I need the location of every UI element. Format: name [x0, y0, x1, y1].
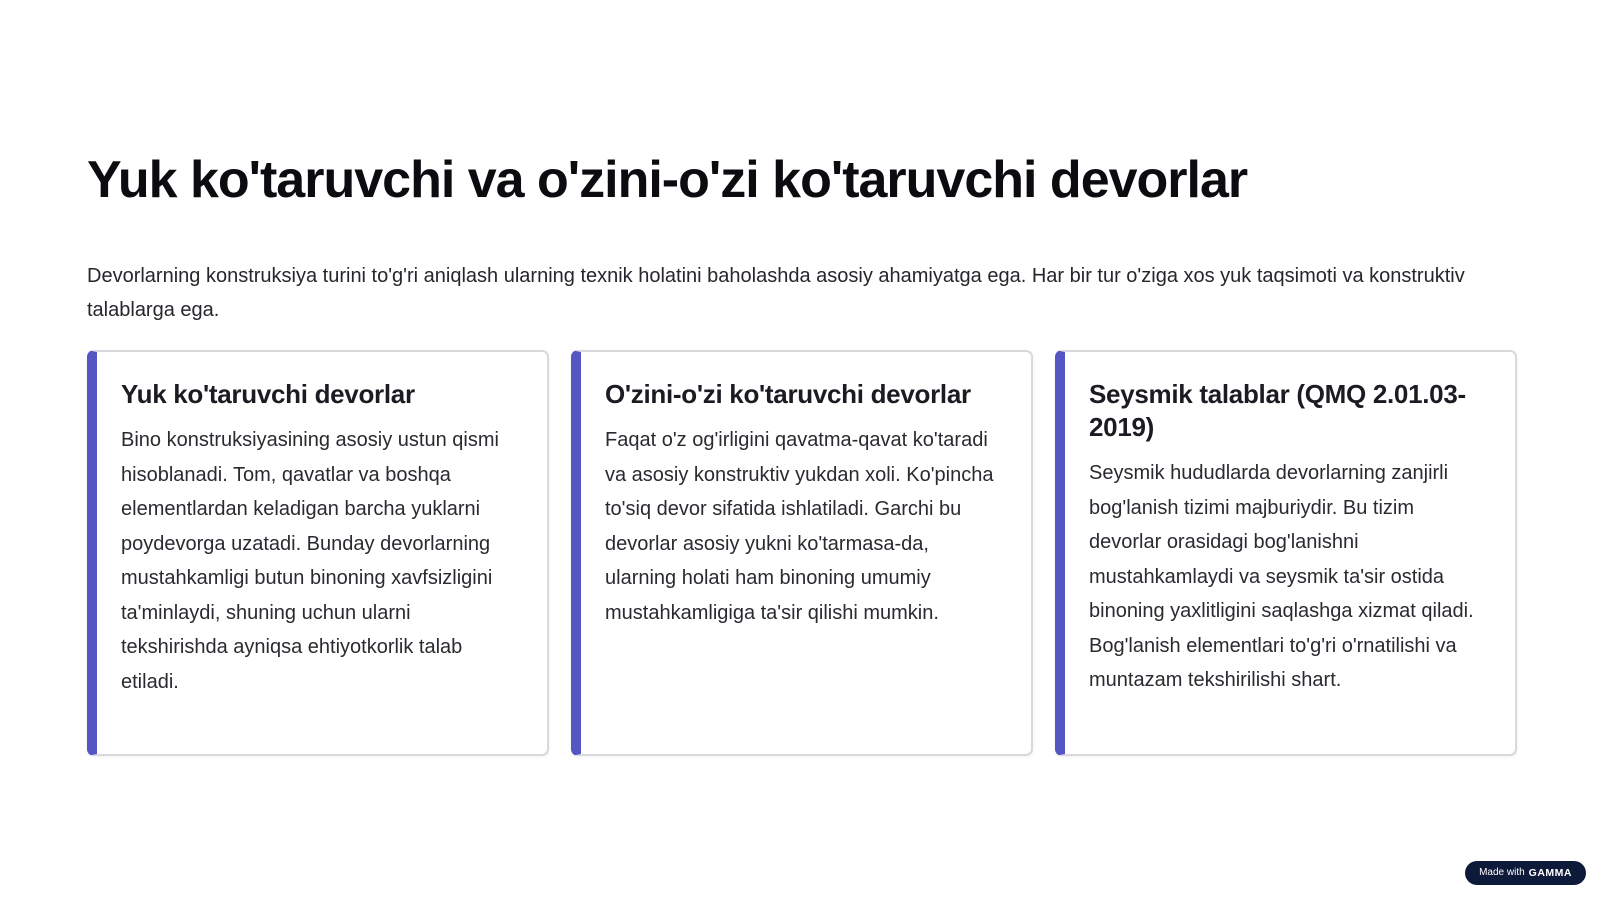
- made-with-gamma-badge[interactable]: [1465, 861, 1586, 885]
- card-seismic-requirements: [1055, 350, 1517, 756]
- card-self-supporting-walls: [571, 350, 1033, 756]
- card-body: Faqat o'z og'irligini qavatma-qavat ko'taradi va asosiy konstruktiv yukdan xoli. Ko'pincha to'siq devor sifatida ishlatiladi. Garchi bu devorlar asosiy yukni ko'tarmasa-da, ularning holati ham binoning umumiy mustahkamligiga ta'sir qilishi mumkin.: [605, 429, 994, 624]
- slide-title: Yuk ko'taruvchi va o'zini-o'zi ko'taruvchi devorlar: [87, 151, 1248, 209]
- card-body: Bino konstruksiyasining asosiy ustun qismi hisoblanadi. Tom, qavatlar va boshqa elementlardan keladigan barcha yuklarni poydevorga uzatadi. Bunday devorlarning mustahkamligi butun binoning xavfsizligini ta'minlaydi, shuning uchun ularni tekshirishda ayniqsa ehtiyotkorlik talab etiladi.: [121, 429, 499, 693]
- card-title: O'zini-o'zi ko'taruvchi devorlar: [605, 379, 971, 409]
- slide-intro: Devorlarning konstruksiya turini to'g'ri aniqlash ularning texnik holatini baholashda asosiy ahamiyatga ega. Har bir tur o'ziga xos yuk taqsimoti va konstruktiv talablarga ega.: [87, 265, 1465, 321]
- gamma-logo: GAMMA: [1528, 867, 1572, 879]
- card-body: Seysmik hududlarda devorlarning zanjirli bog'lanish tizimi majburiydir. Bu tizim devorlar orasidagi bog'lanishni mustahkamlaydi va seysmik ta'sir ostida binoning yaxlitligini saqlashga xizmat qiladi. Bog'lanish elementlari to'g'ri o'rnatilishi va muntazam tekshirilishi shart.: [1089, 462, 1474, 691]
- card-title: Yuk ko'taruvchi devorlar: [121, 379, 415, 409]
- card-load-bearing-walls: [87, 350, 549, 756]
- card-title: Seysmik talablar (QMQ 2.01.03-2019): [1089, 379, 1466, 442]
- badge-prefix: Made with: [1479, 867, 1525, 878]
- card-row: [87, 350, 1517, 756]
